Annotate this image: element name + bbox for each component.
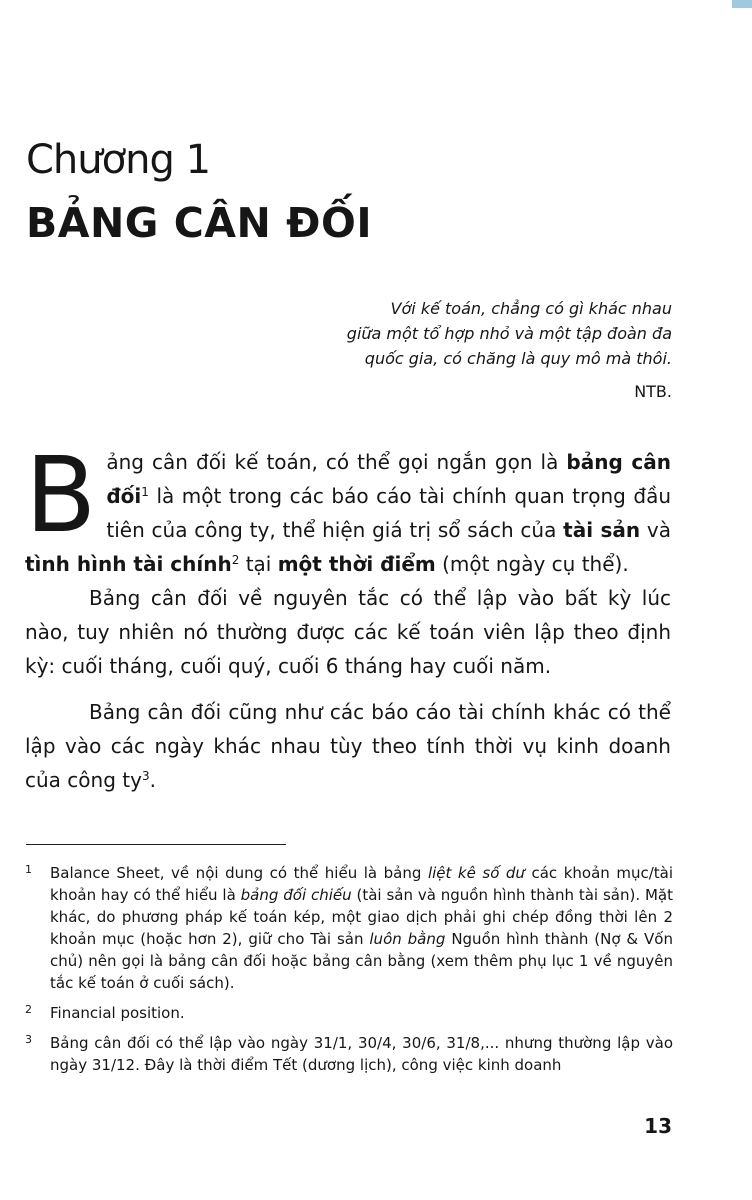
- footnote-3: [25, 1032, 673, 1076]
- text-run: ảng cân đối kế toán, có thể gọi ngắn gọn là: [106, 450, 567, 474]
- footnote-text: Financial position.: [50, 1004, 185, 1022]
- body-text: [25, 434, 671, 797]
- epigraph: [242, 296, 672, 371]
- text-run: (một ngày cụ thể).: [435, 552, 629, 576]
- footnote-divider: [26, 844, 286, 845]
- paragraph-3: [25, 695, 671, 797]
- bold-term: tình hình tài chính: [25, 552, 232, 576]
- text-run: và: [640, 518, 671, 542]
- footnote-ref-1: 1: [141, 485, 149, 499]
- bold-term: tài sản: [563, 518, 641, 542]
- chapter-label: Chương 1: [26, 137, 211, 183]
- text-run: là một trong các báo cáo tài chính quan trọng đầu tiên của công ty, thể hiện giá trị sổ sách của: [106, 484, 671, 542]
- epigraph-author: NTB.: [634, 382, 672, 401]
- bold-term: bảng cân đối: [106, 450, 671, 508]
- text-run: (tài sản và nguồn hình thành tài sản). Mặt khác, do phương pháp kế toán kép, một giao dịch phải ghi chép đồng thời lên 2 khoản mục (hoặc hơn 2), giữ cho Tài sản: [50, 886, 673, 948]
- page-number: 13: [644, 1114, 672, 1138]
- footnote-ref-3: 3: [141, 769, 150, 783]
- footnote-1: [25, 862, 673, 994]
- text-run: tại: [239, 552, 278, 576]
- italic-term: luôn bằng: [369, 930, 446, 948]
- footnote-ref-2: 2: [231, 553, 240, 567]
- epigraph-line: giữa một tổ hợp nhỏ và một tập đoàn đa: [346, 324, 672, 343]
- paragraph-1: [25, 434, 671, 581]
- epigraph-line: Với kế toán, chẳng có gì khác nhau: [390, 299, 672, 318]
- bold-term: một thời điểm: [277, 552, 436, 576]
- italic-term: bảng đối chiếu: [240, 886, 352, 904]
- chapter-title: BẢNG CÂN ĐỐI: [26, 199, 373, 247]
- text-run: các khoản mục/tài khoản hay có thể hiểu là: [50, 864, 673, 904]
- footnote-number: 2: [25, 1003, 32, 1016]
- drop-cap: B: [25, 434, 97, 556]
- text-run: Nguồn hình thành (Nợ & Vốn chủ) nên gọi là bảng cân đối hoặc bảng cân bằng (xem thêm phụ lục 1 về nguyên tắc kế toán ở cuối sách).: [50, 930, 673, 992]
- footnotes: [25, 862, 673, 1084]
- text-run: Bảng cân đối cũng như các báo cáo tài chính khác có thể lập vào các ngày khác nhau tùy theo tính thời vụ kinh doanh của công ty: [25, 700, 671, 792]
- page-edge-strip: [732, 0, 752, 8]
- text-run: .: [149, 768, 156, 792]
- footnote-number: 1: [25, 863, 32, 876]
- footnote-text: Bảng cân đối có thể lập vào ngày 31/1, 30/4, 30/6, 31/8,... nhưng thường lập vào ngày 31/12. Đây là thời điểm Tết (dương lịch), công việc kinh doanh: [50, 1034, 673, 1074]
- footnote-number: 3: [25, 1033, 32, 1046]
- paragraph-2: Bảng cân đối về nguyên tắc có thể lập vào bất kỳ lúc nào, tuy nhiên nó thường được các kế toán viên lập theo định kỳ: cuối tháng, cuối quý, cuối 6 tháng hay cuối năm.: [25, 586, 671, 678]
- italic-term: liệt kê số dư: [427, 864, 525, 882]
- footnote-2: [25, 1002, 673, 1024]
- footnote-text: [50, 862, 673, 994]
- text-run: Balance Sheet, về nội dung có thể hiểu là bảng: [50, 864, 428, 882]
- epigraph-line: quốc gia, có chăng là quy mô mà thôi.: [364, 349, 672, 368]
